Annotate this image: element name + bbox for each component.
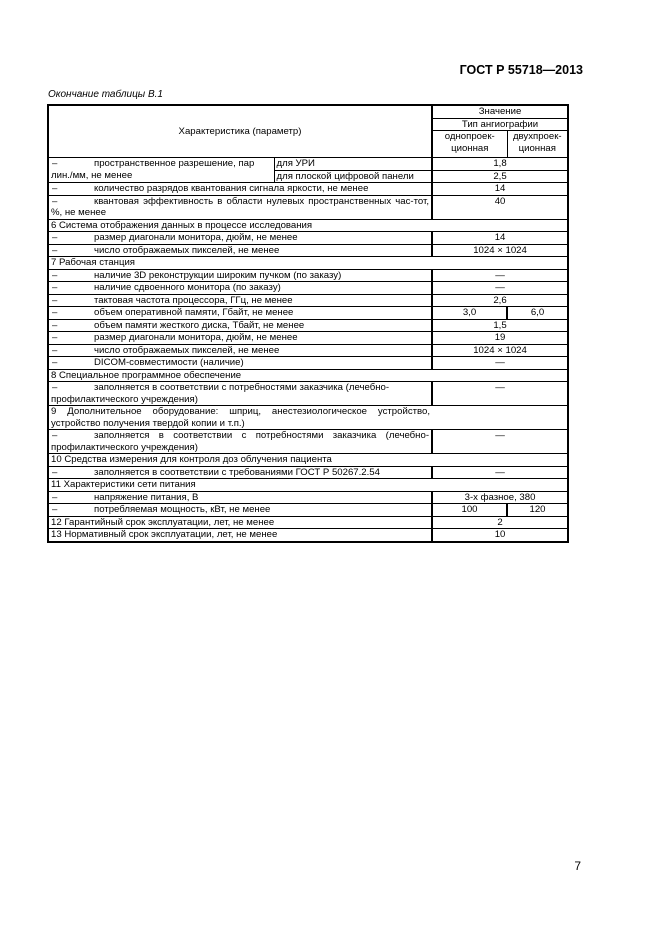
row-label: 13 Нормативный срок эксплуатации, лет, не менее — [48, 529, 432, 542]
row-value: 1024 × 1024 — [432, 244, 568, 257]
table-row — [48, 332, 568, 345]
row-value-col2: 120 — [507, 504, 568, 517]
row-value: 14 — [432, 232, 568, 245]
row-label: – наличие сдвоенного монитора (по заказу) — [48, 282, 432, 295]
page-number: 7 — [574, 859, 581, 873]
table-row — [48, 504, 568, 517]
table-row — [48, 516, 568, 529]
row-label: – число отображаемых пикселей, не менее — [48, 344, 432, 357]
table-row — [48, 282, 568, 295]
table-row — [48, 307, 568, 320]
row-value: 2 — [432, 516, 568, 529]
section-row — [48, 479, 568, 492]
row-label: – пространственное разрешение, пар лин./мм, не менее — [48, 158, 274, 183]
row-value: 3-х фазное, 380 — [432, 491, 568, 504]
row-value: 14 — [432, 183, 568, 196]
col1-header: однопроек-ционная — [432, 131, 507, 158]
section-title: 11 Характеристики сети питания — [48, 479, 568, 492]
row-label: – заполняется в соответствии с потребностями заказчика (лечебно-профилактического учреждения) — [48, 382, 432, 406]
row-label: – наличие 3D реконструкции широким пучком (по заказу) — [48, 269, 432, 282]
table-caption: Окончание таблицы В.1 — [48, 89, 163, 100]
section-title: 8 Специальное программное обеспечение — [48, 369, 568, 382]
table-row — [48, 344, 568, 357]
row-label: – заполняется в соответствии с требованиями ГОСТ Р 50267.2.54 — [48, 466, 432, 479]
table-row — [48, 183, 568, 196]
row-value-col2: 6,0 — [507, 307, 568, 320]
section-title: 9 Дополнительное оборудование: шприц, анестезиологическое устройство, устройство получения твердой копии и т.п.) — [48, 406, 432, 430]
section-title: 6 Система отображения данных в процессе исследования — [48, 219, 568, 232]
table-row — [48, 430, 568, 454]
row-label: – потребляемая мощность, кВт, не менее — [48, 504, 432, 517]
table-row — [48, 529, 568, 542]
table-row — [48, 294, 568, 307]
table-row — [48, 269, 568, 282]
row-label: – число отображаемых пикселей, не менее — [48, 244, 432, 257]
row-label: – размер диагонали монитора, дюйм, не менее — [48, 332, 432, 345]
value-header: Значение — [432, 105, 568, 118]
row-label: – заполняется в соответствии с потребностями заказчика (лечебно-профилактического учреждения) — [48, 430, 432, 454]
table-row — [48, 158, 568, 171]
section-row — [48, 219, 568, 232]
row-label: – напряжение питания, В — [48, 491, 432, 504]
row-value: 10 — [432, 529, 568, 542]
section-row — [48, 454, 568, 467]
section-title: 7 Рабочая станция — [48, 257, 568, 270]
table-row — [48, 491, 568, 504]
table-row — [48, 319, 568, 332]
row-value-col1: 3,0 — [432, 307, 507, 320]
table-row — [48, 382, 568, 406]
row-label: – объем памяти жесткого диска, Тбайт, не менее — [48, 319, 432, 332]
section-row — [48, 406, 568, 430]
row-sublabel: для УРИ — [274, 158, 432, 171]
table-head-row — [48, 105, 568, 118]
section-row — [48, 257, 568, 270]
row-value: 19 — [432, 332, 568, 345]
type-header: Тип ангиографии — [432, 118, 568, 131]
row-value: 2,6 — [432, 294, 568, 307]
table-row — [48, 466, 568, 479]
row-label: 12 Гарантийный срок эксплуатации, лет, не менее — [48, 516, 432, 529]
row-label: – DICOM-совместимости (наличие) — [48, 357, 432, 370]
row-value: — — [432, 466, 568, 479]
table-row — [48, 195, 568, 219]
spec-table — [47, 104, 569, 543]
row-value: — — [432, 269, 568, 282]
table-row — [48, 232, 568, 245]
row-label: – объем оперативной памяти, Гбайт, не менее — [48, 307, 432, 320]
col2-header: двухпроек-ционная — [507, 131, 568, 158]
table-row — [48, 357, 568, 370]
row-value: — — [432, 357, 568, 370]
row-label: – тактовая частота процессора, ГГц, не менее — [48, 294, 432, 307]
row-value: 1,8 — [432, 158, 568, 171]
section-row — [48, 369, 568, 382]
row-value: — — [432, 430, 568, 454]
row-value: 1024 × 1024 — [432, 344, 568, 357]
row-label: – размер диагонали монитора, дюйм, не менее — [48, 232, 432, 245]
section-title: 10 Средства измерения для контроля доз облучения пациента — [48, 454, 568, 467]
row-value: 2,5 — [432, 170, 568, 183]
row-value: 1,5 — [432, 319, 568, 332]
row-value: — — [432, 282, 568, 295]
row-value-col1: 100 — [432, 504, 507, 517]
table-row — [48, 244, 568, 257]
row-label: – количество разрядов квантования сигнала яркости, не менее — [48, 183, 432, 196]
row-value: 40 — [432, 195, 568, 219]
standard-header: ГОСТ Р 55718—2013 — [459, 63, 583, 77]
row-label: – квантовая эффективность в области нулевых пространственных час-тот, %, не менее — [48, 195, 432, 219]
row-value: — — [432, 382, 568, 406]
param-header: Характеристика (параметр) — [48, 105, 432, 158]
row-sublabel: для плоской цифровой панели — [274, 170, 432, 183]
